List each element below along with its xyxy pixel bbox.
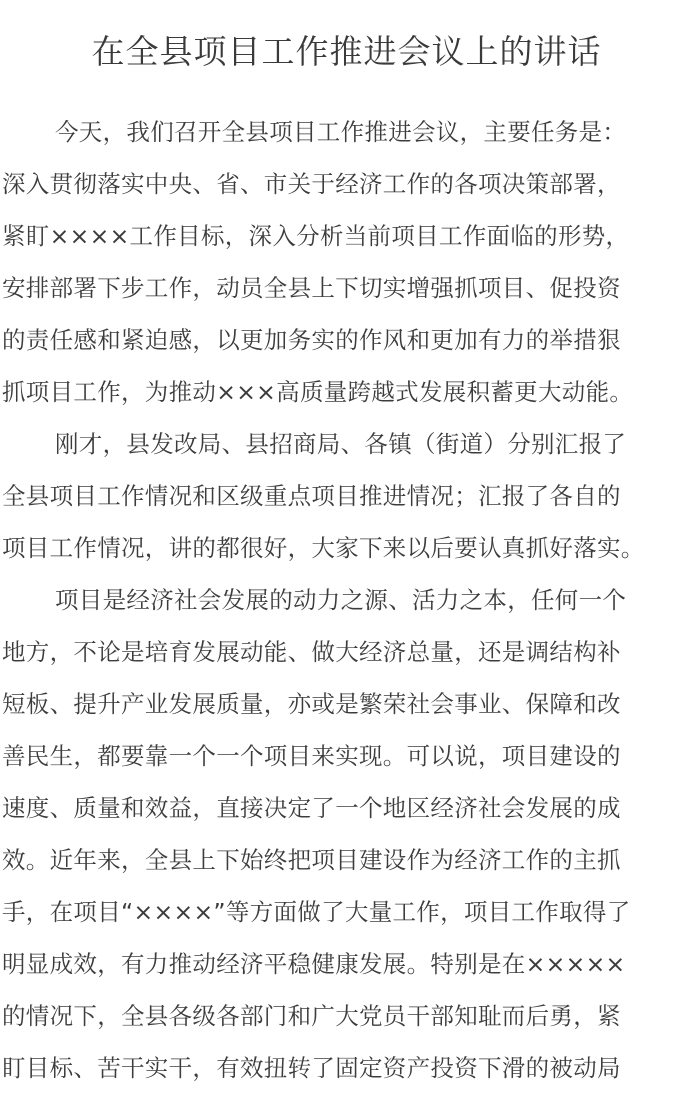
text-line: 手，在项目“××××”等方面做了大量工作，项目工作取得了 xyxy=(2,898,631,926)
text-line: 抓项目工作，为推动×××高质量跨越式发展积蓄更大动能。 xyxy=(2,378,634,406)
text-line: 效。近年来，全县上下始终把项目建设作为经济工作的主抓 xyxy=(2,846,621,874)
text-line: 善民生，都要靠一个一个项目来实现。可以说，项目建设的 xyxy=(2,742,621,770)
text-line: 速度、质量和效益，直接决定了一个地区经济社会发展的成 xyxy=(2,794,621,822)
text-line: 项目是经济社会发展的动力之源、活力之本，任何一个 xyxy=(55,586,627,614)
text-line: 深入贯彻落实中央、省、市关于经济工作的各项决策部署， xyxy=(2,170,621,198)
text-line: 的情况下，全县各级各部门和广大党员干部知耻而后勇，紧 xyxy=(2,1002,621,1030)
text-line: 地方，不论是培育发展动能、做大经济总量，还是调结构补 xyxy=(2,638,621,666)
text-line: 刚才，县发改局、县招商局、各镇（街道）分别汇报了 xyxy=(55,430,627,458)
text-line: 明显成效，有力推动经济平稳健康发展。特别是在××××× xyxy=(2,950,626,978)
text-line: 的责任感和紧迫感，以更加务实的作风和更加有力的举措狠 xyxy=(2,326,621,354)
document-title: 在全县项目工作推进会议上的讲话 xyxy=(91,32,602,71)
text-line: 短板、提升产业发展质量，亦或是繁荣社会事业、保障和改 xyxy=(2,690,621,718)
text-line: 全县项目工作情况和区级重点项目推进情况；汇报了各自的 xyxy=(2,482,621,510)
text-line: 盯目标、苦干实干，有效扭转了固定资产投资下滑的被动局 xyxy=(2,1054,621,1082)
text-line: 紧盯××××工作目标，深入分析当前项目工作面临的形势， xyxy=(2,222,630,250)
text-line: 项目工作情况，讲的都很好，大家下来以后要认真抓好落实。 xyxy=(2,534,645,562)
text-line: 安排部署下步工作，动员全县上下切实增强抓项目、促投资 xyxy=(2,274,621,302)
text-line: 今天，我们召开全县项目工作推进会议，主要任务是： xyxy=(55,118,627,146)
